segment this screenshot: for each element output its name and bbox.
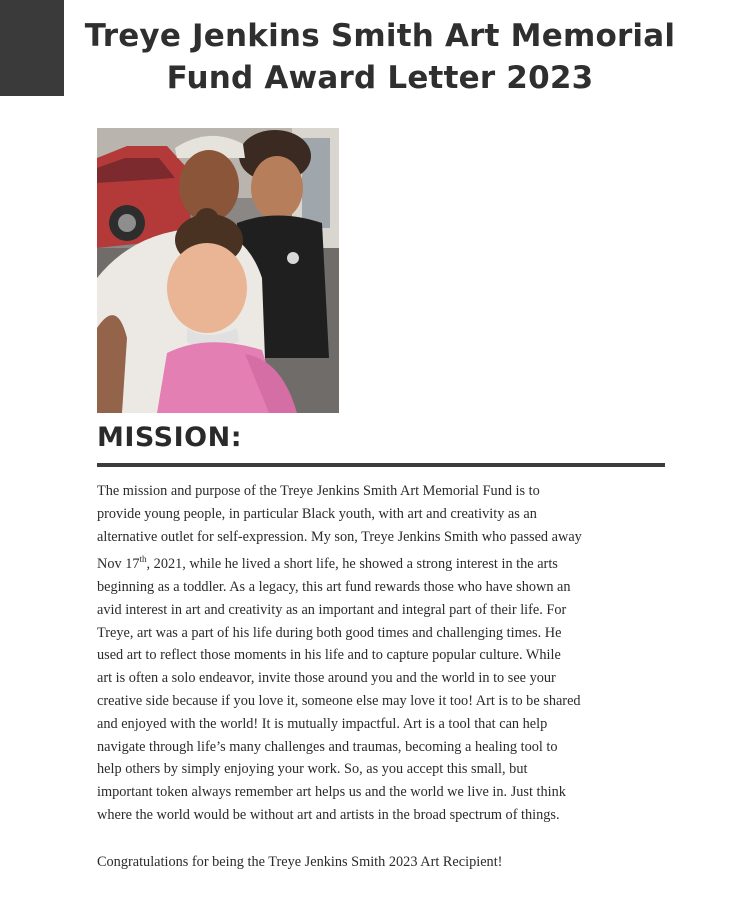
paragraph-line: and enjoyed with the world! It is mutually impactful. Art is a tool that can help [97, 715, 548, 732]
paragraph-line: help others by simply enjoying your work. So, as you accept this small, but [97, 761, 528, 778]
date-text: Nov 17 [97, 556, 140, 573]
paragraph-line: avid interest in art and creativity as an important and integral part of their life. For [97, 601, 567, 618]
letter-title [70, 15, 690, 99]
date-superscript: th [139, 554, 147, 565]
paragraph-line: art is often a solo endeavor, invite those around you and the world in to see your [97, 670, 556, 687]
family-photo [97, 128, 339, 413]
paragraph-line: provide young people, in particular Black youth, with art and creativity as an [97, 505, 537, 522]
closing-congratulations: Congratulations for being the Treye Jenkins Smith 2023 Art Recipient! [97, 854, 503, 870]
mission-heading: MISSION: [97, 422, 242, 453]
heading-divider [97, 463, 665, 467]
mission-paragraph [97, 480, 667, 827]
title-line-2: Fund Award Letter 2023 [166, 60, 594, 96]
paragraph-line: beginning as a toddler. As a legacy, this art fund rewards those who have shown an [97, 578, 571, 595]
paragraph-line: alternative outlet for self-expression. My son, Treye Jenkins Smith who passed away [97, 528, 582, 545]
paragraph-line: creative side because if you love it, someone else may love it too! Art is to be shared [97, 692, 581, 709]
paragraph-line: used art to reflect those moments in his life and to capture popular culture. While [97, 647, 561, 664]
title-line-1: Treye Jenkins Smith Art Memorial [84, 18, 676, 54]
paragraph-line: navigate through life’s many challenges and traumas, becoming a healing tool to [97, 738, 558, 755]
paragraph-line: Treye, art was a part of his life during both good times and challenging times. He [97, 624, 562, 641]
corner-decoration [0, 0, 64, 96]
paragraph-line-date [97, 548, 667, 576]
paragraph-line: important token always remember art helps us and the world we live in. Just think [97, 784, 566, 801]
paragraph-line: where the world would be without art and artists in the broad spectrum of things. [97, 806, 560, 823]
paragraph-line: The mission and purpose of the Treye Jenkins Smith Art Memorial Fund is to [97, 483, 540, 499]
date-line-rest: , 2021, while he lived a short life, he showed a strong interest in the arts [146, 556, 558, 573]
